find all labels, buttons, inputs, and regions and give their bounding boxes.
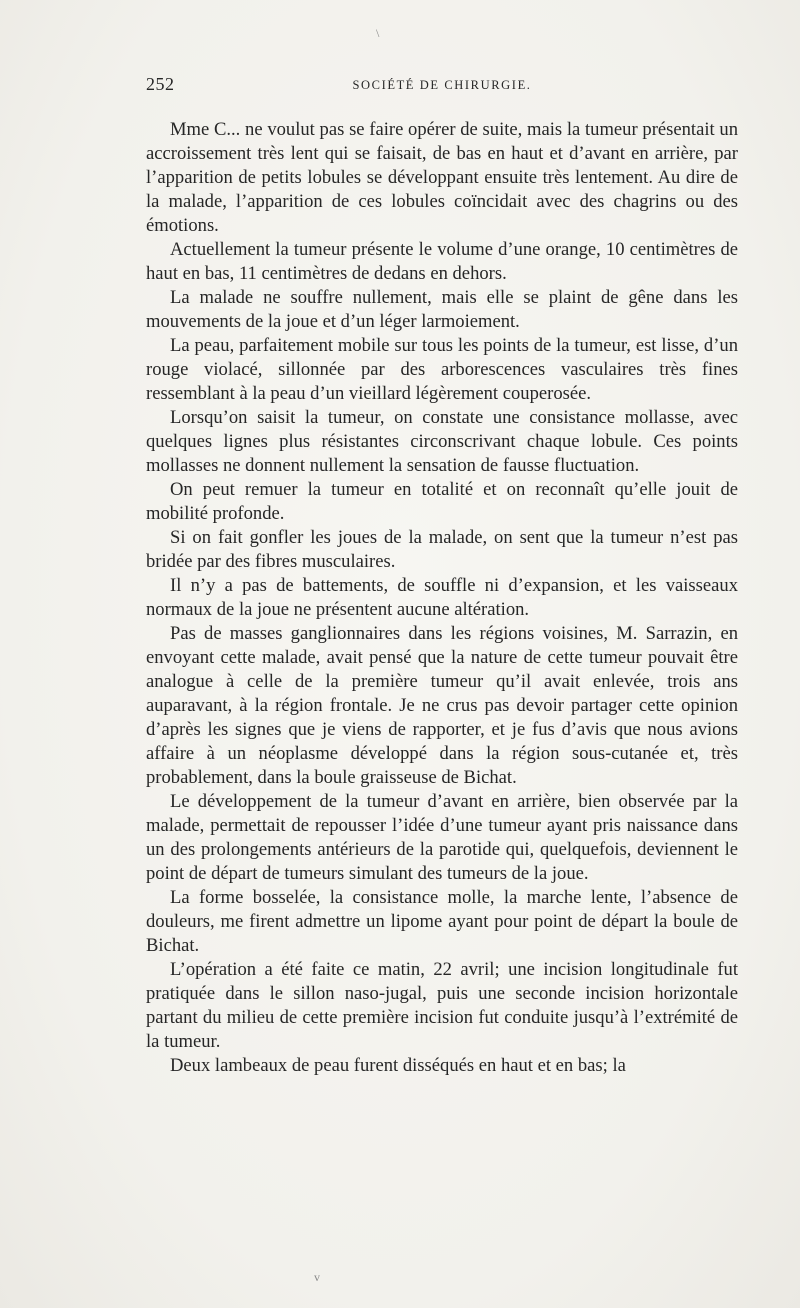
page-number: 252 — [146, 74, 175, 94]
paragraph: Il n’y a pas de battements, de souffle ni d’expansion, et les vaisseaux normaux de la joue ne présentent aucune altération. — [146, 575, 738, 620]
paragraph: Lorsqu’on saisit la tumeur, on constate une consistance mollasse, avec quelques lignes plus résistantes circonscrivant chaque lobule. Ces points mollasses ne donnent nullement la sensation de fausse fluctuation. — [146, 407, 738, 476]
paragraph: Mme C... ne voulut pas se faire opérer de suite, mais la tumeur présentait un accroissement très lent qui se faisait, de bas en haut et d’avant en arrière, par l’apparition de petits lobules se développant ensuite très lentement. Au dire de la malade, l’apparition de ces lobules coïncidait avec des chagrins ou des émotions. — [146, 119, 738, 236]
running-head: SOCIÉTÉ DE CHIRURGIE. — [352, 78, 532, 92]
paragraph: Actuellement la tumeur présente le volume d’une orange, 10 centimètres de haut en bas, 11 centimètres de dedans en dehors. — [146, 239, 738, 284]
paragraph: La malade ne souffre nullement, mais elle se plaint de gêne dans les mouvements de la joue et d’un léger larmoiement. — [146, 287, 738, 332]
paragraph: On peut remuer la tumeur en totalité et on reconnaît qu’elle jouit de mobilité profonde. — [146, 479, 738, 524]
paragraph: Si on fait gonfler les joues de la malade, on sent que la tumeur n’est pas bridée par des fibres musculaires. — [146, 527, 738, 572]
paragraph: La forme bosselée, la consistance molle, la marche lente, l’absence de douleurs, me firent admettre un lipome ayant pour point de départ la boule de Bichat. — [146, 887, 738, 956]
paragraph: La peau, parfaitement mobile sur tous les points de la tumeur, est lisse, d’un rouge violacé, sillonnée par des arborescences vasculaires très fines ressemblant à la peau d’un vieillard légèrement couperosée. — [146, 335, 738, 404]
top-mark: \ — [376, 26, 380, 40]
paragraph: Pas de masses ganglionnaires dans les régions voisines, M. Sarrazin, en envoyant cette malade, avait pensé que la nature de cette tumeur pouvait être analogue à celle de la première tumeur qu’il avait enlevée, trois ans auparavant, à la région frontale. Je ne crus pas devoir partager cette opinion d’après les signes que je viens de rapporter, et je fus d’avis que nous avions affaire à un néoplasme développé dans la région sous-cutanée et, très probablement, dans la boule graisseuse de Bichat. — [146, 623, 738, 788]
paragraph: Deux lambeaux de peau furent disséqués en haut et en bas; la — [170, 1055, 626, 1076]
paragraph: Le développement de la tumeur d’avant en arrière, bien observée par la malade, permettait de repousser l’idée d’une tumeur ayant pris naissance dans un des prolongements antérieurs de la parotide qui, quelquefois, deviennent le point de départ de tumeurs simulant des tumeurs de la joue. — [146, 791, 738, 884]
paragraph: L’opération a été faite ce matin, 22 avril; une incision longitudinale fut pratiquée dans le sillon naso-jugal, puis une seconde incision horizontale partant du milieu de cette première incision fut conduite jusqu’à l’extrémité de la tumeur. — [146, 959, 738, 1052]
page-header — [146, 74, 738, 98]
body-text — [146, 118, 738, 1078]
bottom-mark: v — [314, 1270, 320, 1284]
